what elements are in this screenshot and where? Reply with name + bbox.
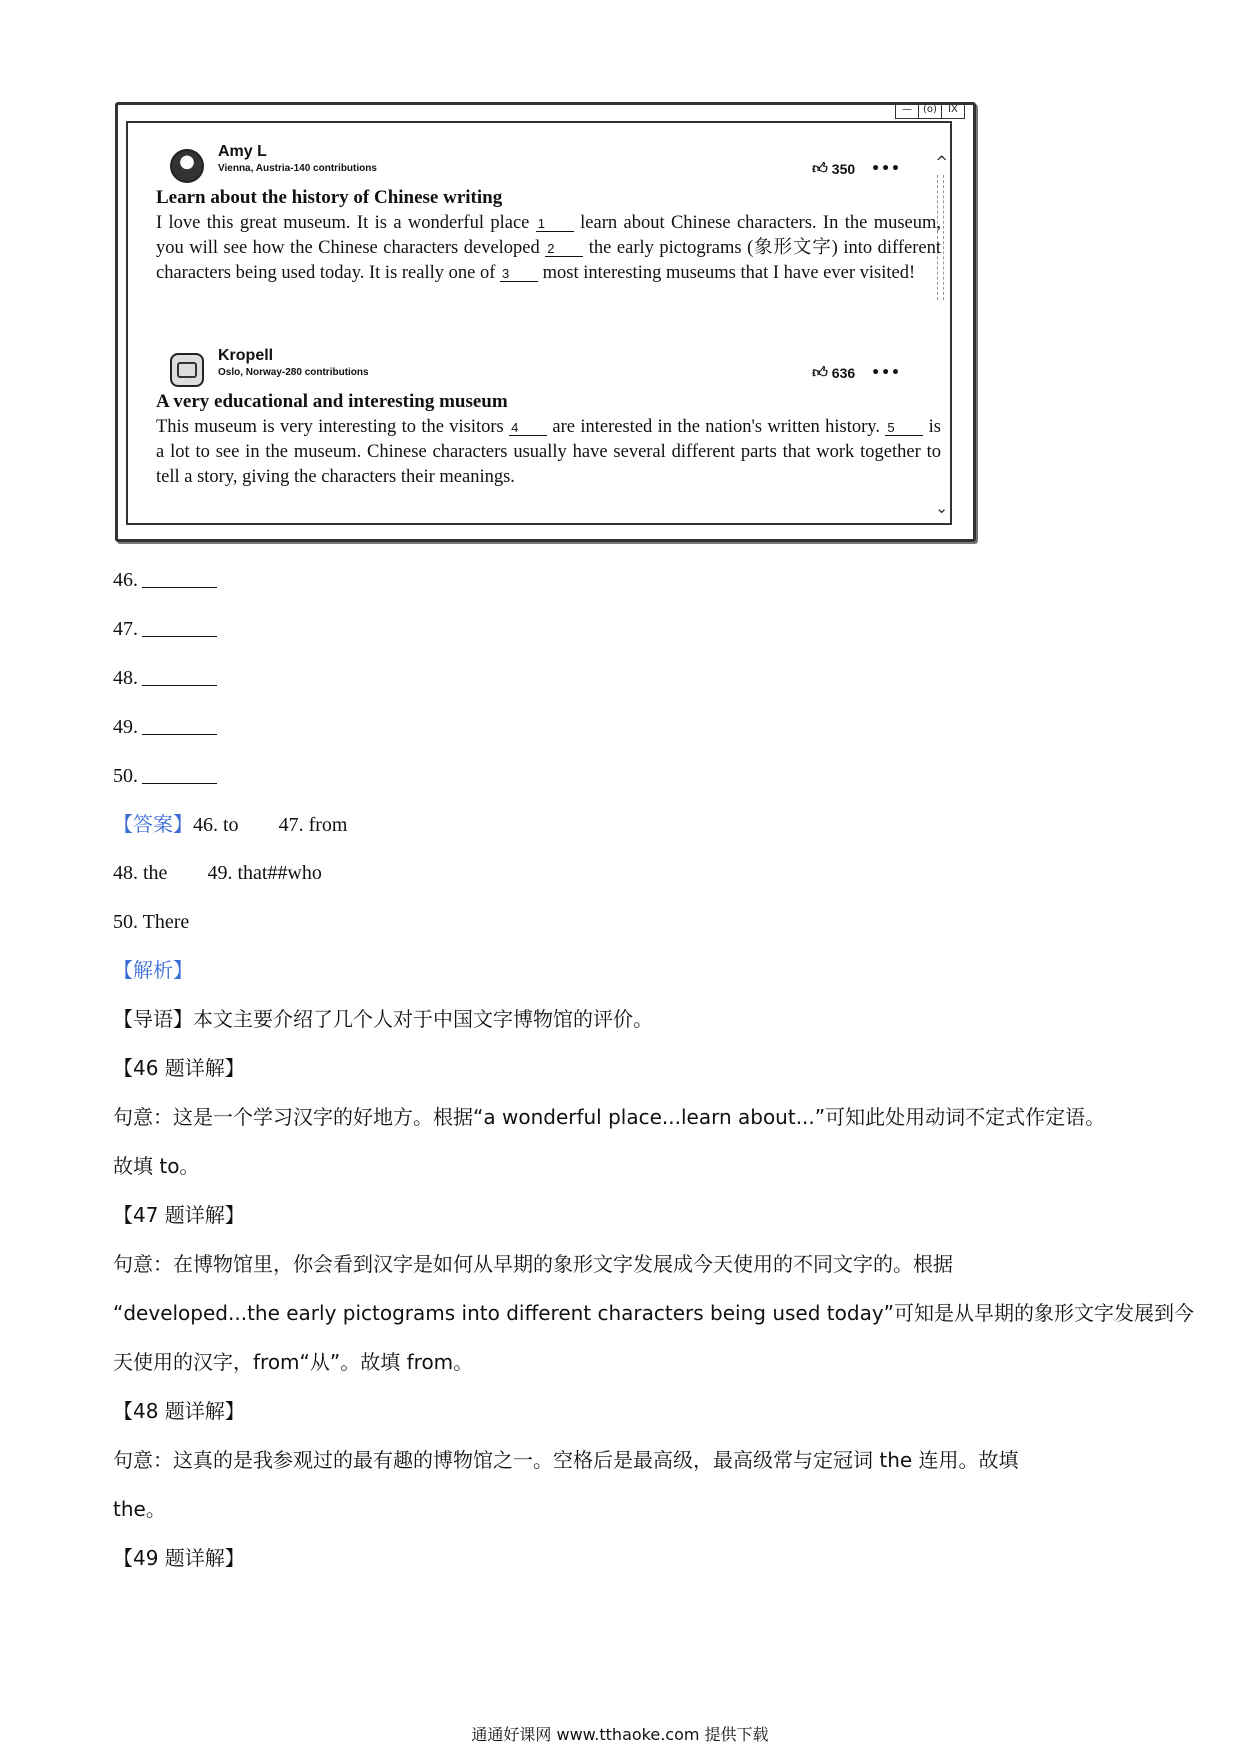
like-value: 350: [831, 160, 856, 177]
review-panel: [126, 121, 952, 525]
question-47: 47.: [113, 617, 1123, 641]
question-46: 46.: [113, 568, 1123, 592]
answer-blank[interactable]: [142, 587, 217, 588]
like-value: 636: [831, 364, 856, 381]
section-heading: 【47 题详解】: [113, 1203, 245, 1227]
review-body: This museum is very interesting to the visitors 4 are interested in the nation's written history. 5 is a lot to see in the museum. Chinese characters usually have several different parts that work together to tell a story, giving the characters their meanings.: [156, 417, 941, 487]
scroll-down-icon[interactable]: ⌄: [935, 499, 948, 517]
review-body: I love this great museum. It is a wonderful place 1 learn about Chinese characters. In the museum, you will see how the Chinese characters developed 2 the early pictograms (象形文字) into different characters being used today. It is really one of 3 most interesting museums that I have ever visited!: [156, 213, 942, 283]
review-card: [156, 141, 941, 286]
blank-2[interactable]: 2: [545, 242, 583, 257]
review-window: [115, 102, 976, 542]
answer-line: 【答案】46. to 47. from: [113, 812, 348, 836]
thumbs-up-icon[interactable]: 👍︎: [812, 159, 828, 177]
reviewer-location: Vienna, Austria-140 contributions: [218, 163, 377, 174]
reviewer-name: Kropell: [218, 347, 274, 364]
reviewer-location: Oslo, Norway-280 contributions: [218, 367, 369, 378]
explanation-text: 句意：这是一个学习汉字的好地方。根据“a wonderful place...learn about...”可知此处用动词不定式作定语。: [113, 1105, 1106, 1129]
explanation-text: the。: [113, 1497, 166, 1521]
explanation-text: 故填 to。: [113, 1154, 200, 1178]
review-title: Learn about the history of Chinese writing: [156, 187, 503, 208]
window-controls: [895, 104, 965, 119]
avatar: [170, 149, 204, 183]
explanation-text: 句意：在博物馆里，你会看到汉字是如何从早期的象形文字发展成今天使用的不同文字的。根据: [113, 1252, 953, 1276]
answer-line: 48. the 49. that##who: [113, 862, 322, 884]
blank-3[interactable]: 3: [500, 267, 538, 282]
blank-5[interactable]: 5: [885, 421, 923, 436]
analysis-label: 【解析】: [113, 958, 193, 982]
answer-line: 50. There: [113, 911, 190, 933]
more-options-icon[interactable]: •••: [871, 160, 901, 177]
section-heading: 【49 题详解】: [113, 1546, 245, 1570]
section-heading: 【46 题详解】: [113, 1056, 245, 1080]
like-count[interactable]: [812, 159, 901, 178]
like-count[interactable]: [812, 363, 901, 382]
blank-1[interactable]: 1: [536, 217, 574, 232]
scroll-up-icon[interactable]: ^: [935, 153, 948, 171]
answer-blank[interactable]: [142, 734, 217, 735]
thumbs-up-icon[interactable]: 👍︎: [812, 363, 828, 381]
review-title: A very educational and interesting museum: [156, 391, 508, 412]
close-icon[interactable]: IX: [941, 104, 964, 118]
explanation-text: 句意：这真的是我参观过的最有趣的博物馆之一。空格后是最高级，最高级常与定冠词 the 连用。故填: [113, 1448, 1019, 1472]
guide-text: 【导语】本文主要介绍了几个人对于中国文字博物馆的评价。: [113, 1007, 653, 1031]
answer-label: 【答案】: [113, 812, 193, 836]
reviewer-name: Amy L: [218, 143, 267, 160]
question-49: 49.: [113, 715, 1123, 739]
question-50: 50.: [113, 764, 1123, 788]
blank-4[interactable]: 4: [509, 421, 547, 436]
maximize-icon[interactable]: (o): [918, 104, 941, 118]
avatar: [170, 353, 204, 387]
explanation-text: 天使用的汉字，from“从”。故填 from。: [113, 1350, 474, 1374]
answer-blank[interactable]: [142, 783, 217, 784]
question-48: 48.: [113, 666, 1123, 690]
page-footer: 通通好课网 www.tthaoke.com 提供下载: [471, 1725, 769, 1744]
review-card: [156, 345, 941, 490]
explanation-text: “developed...the early pictograms into different characters being used today”可知是从早期的象形文字发展到今: [113, 1301, 1195, 1325]
answer-blank[interactable]: [142, 636, 217, 637]
minimize-icon[interactable]: —: [902, 104, 912, 115]
more-options-icon[interactable]: •••: [871, 364, 901, 381]
answer-blank[interactable]: [142, 685, 217, 686]
section-heading: 【48 题详解】: [113, 1399, 245, 1423]
